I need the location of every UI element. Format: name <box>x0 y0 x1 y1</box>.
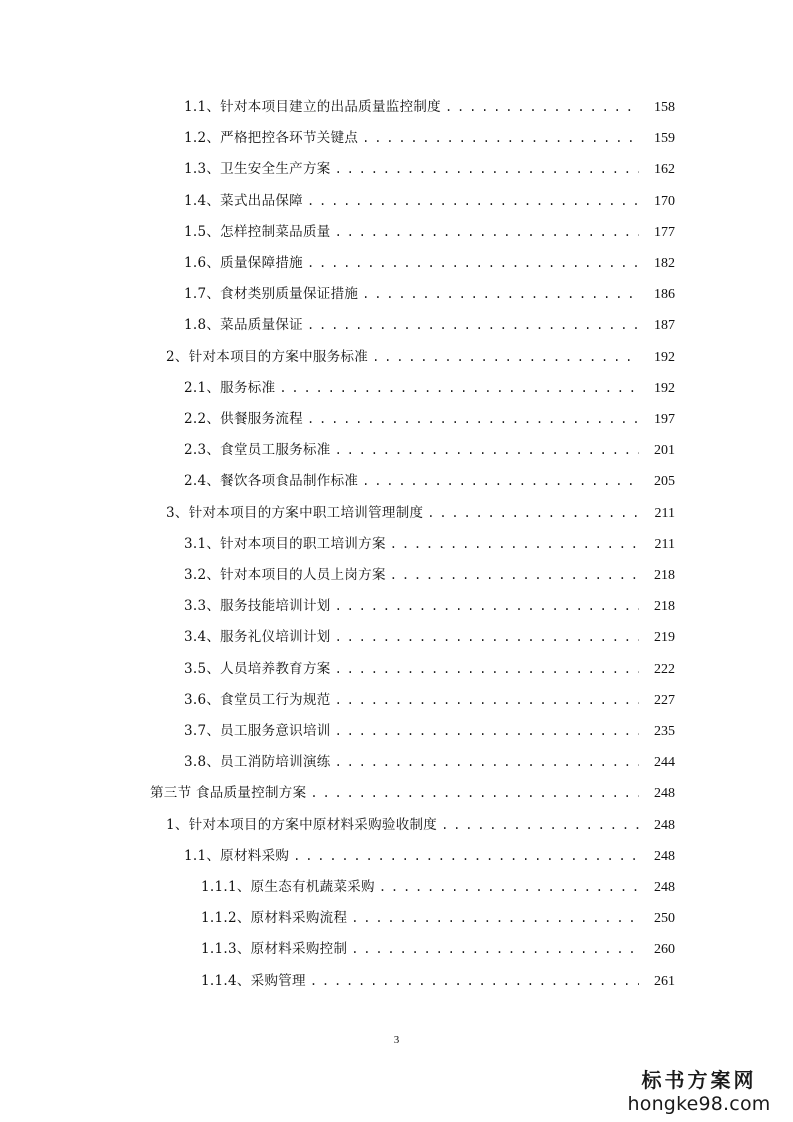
toc-dot-leader <box>335 719 639 743</box>
toc-entry-title: 1.4、菜式出品保障 <box>184 193 303 209</box>
toc-entry-page: 244 <box>654 755 675 770</box>
toc-entry-page: 218 <box>654 568 675 583</box>
toc-entry-title: 1.1.1、原生态有机蔬菜采购 <box>201 879 375 895</box>
toc-entry-page: 211 <box>654 537 675 552</box>
toc-entry-title: 3.5、人员培养教育方案 <box>184 661 331 677</box>
toc-entry[interactable] <box>184 126 675 150</box>
toc-entry-page: 261 <box>654 974 675 989</box>
toc-entry-page: 248 <box>654 818 675 833</box>
toc-entry-page: 192 <box>654 350 675 365</box>
toc-entry[interactable] <box>201 875 675 899</box>
toc-entry-page: 182 <box>654 256 675 271</box>
toc-dot-leader <box>335 220 639 244</box>
toc-entry[interactable] <box>184 469 675 493</box>
watermark-en: hongke98.com <box>627 1093 771 1115</box>
toc-dot-leader <box>362 469 639 493</box>
toc-entry-page: 192 <box>654 381 675 396</box>
toc-entry[interactable] <box>184 844 675 868</box>
toc-entry[interactable] <box>184 313 675 337</box>
toc-entry-page: 211 <box>654 506 675 521</box>
toc-dot-leader <box>362 282 639 306</box>
toc-entry-page: 222 <box>654 662 675 677</box>
toc-entry[interactable] <box>184 282 675 306</box>
toc-dot-leader <box>441 813 639 837</box>
toc-dot-leader <box>335 750 639 774</box>
toc-dot-leader <box>445 95 639 119</box>
toc-entry[interactable] <box>184 750 675 774</box>
page-number: 3 <box>393 1034 400 1046</box>
toc-entry[interactable] <box>184 563 675 587</box>
toc-entry-page: 227 <box>654 693 675 708</box>
toc-dot-leader <box>307 313 639 337</box>
toc-dot-leader <box>335 657 639 681</box>
toc-entry-title: 3.2、针对本项目的人员上岗方案 <box>184 567 386 583</box>
toc-dot-leader <box>335 594 639 618</box>
toc-dot-leader <box>390 563 639 587</box>
toc-dot-leader <box>335 688 639 712</box>
toc-entry-page: 159 <box>654 131 675 146</box>
toc-entry[interactable] <box>150 781 675 805</box>
toc-entry[interactable] <box>201 937 675 961</box>
toc-entry[interactable] <box>166 813 675 837</box>
toc-entry-title: 3、针对本项目的方案中职工培训管理制度 <box>166 505 424 521</box>
toc-entry-title: 1.1、针对本项目建立的出品质量监控制度 <box>184 99 441 115</box>
toc-entry-title: 1.3、卫生安全生产方案 <box>184 161 331 177</box>
toc-entry[interactable] <box>184 95 675 119</box>
toc-entry[interactable] <box>184 688 675 712</box>
toc-dot-leader <box>379 875 639 899</box>
toc-dot-leader <box>390 532 639 556</box>
toc-entry-page: 260 <box>654 942 675 957</box>
toc-entry-page: 205 <box>654 474 675 489</box>
toc-entry-title: 1.1、原材料采购 <box>184 848 290 864</box>
toc-dot-leader <box>307 251 639 275</box>
toc-entry-title: 3.8、员工消防培训演练 <box>184 754 331 770</box>
toc-entry-page: 248 <box>654 880 675 895</box>
toc-entry-page: 186 <box>654 287 675 302</box>
toc-entry-title: 1、针对本项目的方案中原材料采购验收制度 <box>166 817 438 833</box>
toc-dot-leader <box>307 407 639 431</box>
toc-dot-leader <box>335 157 639 181</box>
toc-entry-title: 2.4、餐饮各项食品制作标准 <box>184 473 359 489</box>
toc-entry[interactable] <box>184 438 675 462</box>
toc-entry-page: 187 <box>654 318 675 333</box>
toc-entry-title: 3.1、针对本项目的职工培训方案 <box>184 536 386 552</box>
toc-entry[interactable] <box>184 157 675 181</box>
watermark-cn: 标书方案网 <box>641 1068 757 1092</box>
toc-entry[interactable] <box>166 345 675 369</box>
toc-entry-title: 3.6、食堂员工行为规范 <box>184 692 331 708</box>
toc-entry-title: 1.5、怎样控制菜品质量 <box>184 224 331 240</box>
toc-entry-page: 248 <box>654 786 675 801</box>
toc-entry[interactable] <box>184 189 675 213</box>
toc-entry-page: 235 <box>654 724 675 739</box>
toc-entry-title: 3.7、员工服务意识培训 <box>184 723 331 739</box>
toc-entry-page: 218 <box>654 599 675 614</box>
toc-dot-leader <box>335 438 639 462</box>
toc-entry[interactable] <box>201 969 675 993</box>
toc-dot-leader <box>351 906 639 930</box>
toc-entry[interactable] <box>184 625 675 649</box>
toc-entry-title: 1.2、严格把控各环节关键点 <box>184 130 359 146</box>
toc-entry-title: 1.1.4、采购管理 <box>201 973 306 989</box>
toc-entry-title: 2.1、服务标准 <box>184 380 276 396</box>
toc-dot-leader <box>279 376 639 400</box>
toc-entry[interactable] <box>166 501 675 525</box>
toc-dot-leader <box>372 345 639 369</box>
toc-entry-page: 197 <box>654 412 675 427</box>
toc-entry-title: 1.7、食材类别质量保证措施 <box>184 286 359 302</box>
toc-entry-page: 158 <box>654 100 675 115</box>
toc-dot-leader <box>362 126 639 150</box>
toc-entry-title: 第三节 食品质量控制方案 <box>150 785 307 801</box>
toc-entry-title: 2、针对本项目的方案中服务标准 <box>166 349 369 365</box>
toc-entry-title: 3.3、服务技能培训计划 <box>184 598 331 614</box>
toc-entry[interactable] <box>184 657 675 681</box>
toc-entry-page: 177 <box>654 225 675 240</box>
toc-entry-title: 1.6、质量保障措施 <box>184 255 303 271</box>
toc-entry[interactable] <box>184 251 675 275</box>
toc-entry-title: 1.1.3、原材料采购控制 <box>201 941 348 957</box>
toc-entry-page: 250 <box>654 911 675 926</box>
toc-entry-page: 162 <box>654 162 675 177</box>
toc-dot-leader <box>427 501 639 525</box>
toc-entry-title: 2.3、食堂员工服务标准 <box>184 442 331 458</box>
toc-entry[interactable] <box>201 906 675 930</box>
toc-entry[interactable] <box>184 407 675 431</box>
toc-dot-leader <box>293 844 639 868</box>
toc-entry[interactable] <box>184 719 675 743</box>
watermark-logo <box>619 1068 779 1118</box>
toc-entry[interactable] <box>184 532 675 556</box>
toc-dot-leader <box>310 781 639 805</box>
toc-entry-page: 219 <box>654 630 675 645</box>
toc-entry-title: 3.4、服务礼仪培训计划 <box>184 629 331 645</box>
toc-dot-leader <box>335 625 639 649</box>
toc-dot-leader <box>307 189 639 213</box>
toc-entry-title: 1.1.2、原材料采购流程 <box>201 910 348 926</box>
toc-entry-page: 170 <box>654 194 675 209</box>
toc-entry[interactable] <box>184 376 675 400</box>
toc-entry-title: 1.8、菜品质量保证 <box>184 317 303 333</box>
toc-dot-leader <box>351 937 639 961</box>
toc-entry-page: 201 <box>654 443 675 458</box>
toc-entry-title: 2.2、供餐服务流程 <box>184 411 303 427</box>
toc-entry-page: 248 <box>654 849 675 864</box>
toc-entry[interactable] <box>184 594 675 618</box>
toc-entry[interactable] <box>184 220 675 244</box>
toc-dot-leader <box>310 969 639 993</box>
